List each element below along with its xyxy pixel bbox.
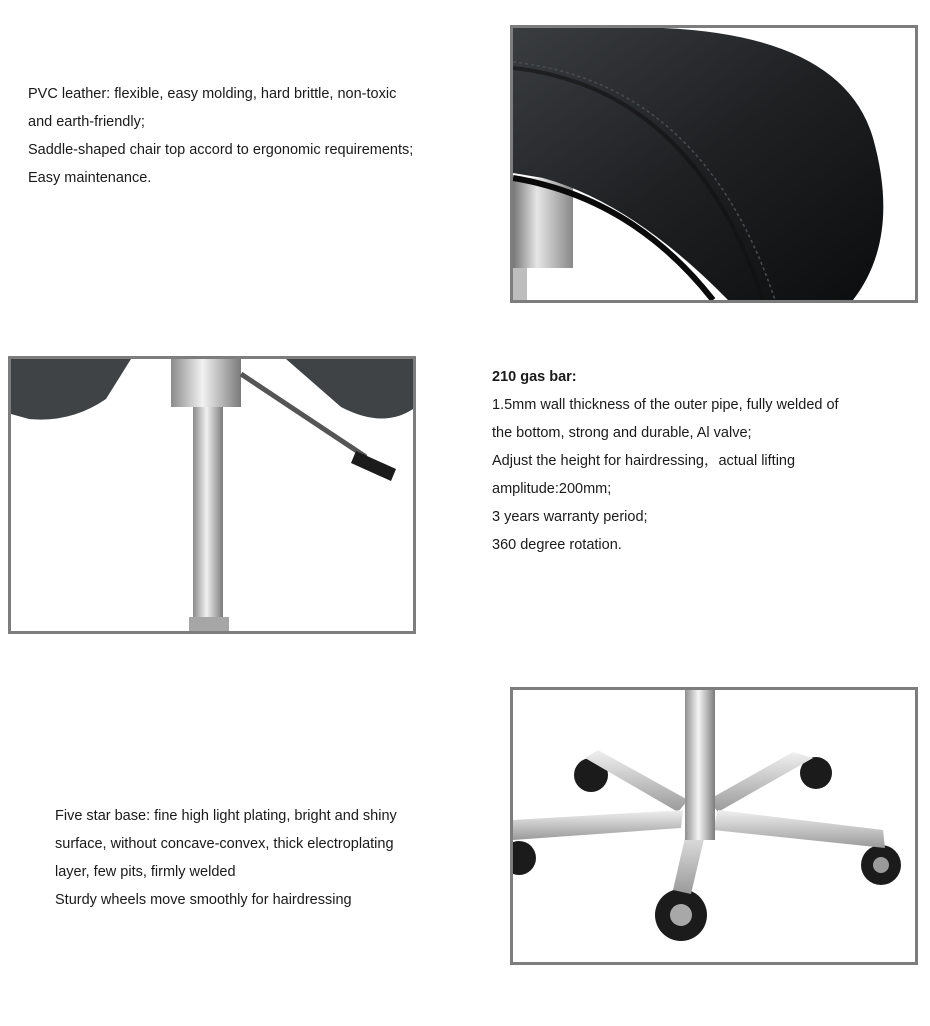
base-line: Sturdy wheels move smoothly for hairdressing xyxy=(55,892,352,908)
base-line: layer, few pits, firmly welded xyxy=(55,864,236,880)
seat-closeup-photo xyxy=(510,25,918,303)
seat-line: Easy maintenance. xyxy=(28,170,152,186)
seat-description xyxy=(28,80,488,192)
gas-bar-line: 3 years warranty period; xyxy=(492,509,648,525)
gas-bar-line: 360 degree rotation. xyxy=(492,537,622,553)
gas-bar-description xyxy=(492,363,912,559)
gas-bar-photo xyxy=(8,356,416,634)
gas-bar-line: Adjust the height for hairdressing，actual lifting xyxy=(492,453,796,469)
five-star-base-photo xyxy=(510,687,918,965)
gas-bar-line: amplitude:200mm; xyxy=(492,481,612,497)
gas-bar-line: the bottom, strong and durable, Al valve; xyxy=(492,425,752,441)
seat-line: and earth-friendly; xyxy=(28,114,145,130)
base-description xyxy=(55,802,475,914)
gas-bar-line: 1.5mm wall thickness of the outer pipe, fully welded of xyxy=(492,397,839,413)
base-line: surface, without concave-convex, thick electroplating xyxy=(55,836,394,852)
seat-line: Saddle-shaped chair top accord to ergonomic requirements; xyxy=(28,142,414,158)
seat-line: PVC leather: flexible, easy molding, hard brittle, non-toxic xyxy=(28,86,397,102)
base-line: Five star base: fine high light plating, bright and shiny xyxy=(55,808,397,824)
gas-bar-heading: 210 gas bar: xyxy=(492,369,577,385)
